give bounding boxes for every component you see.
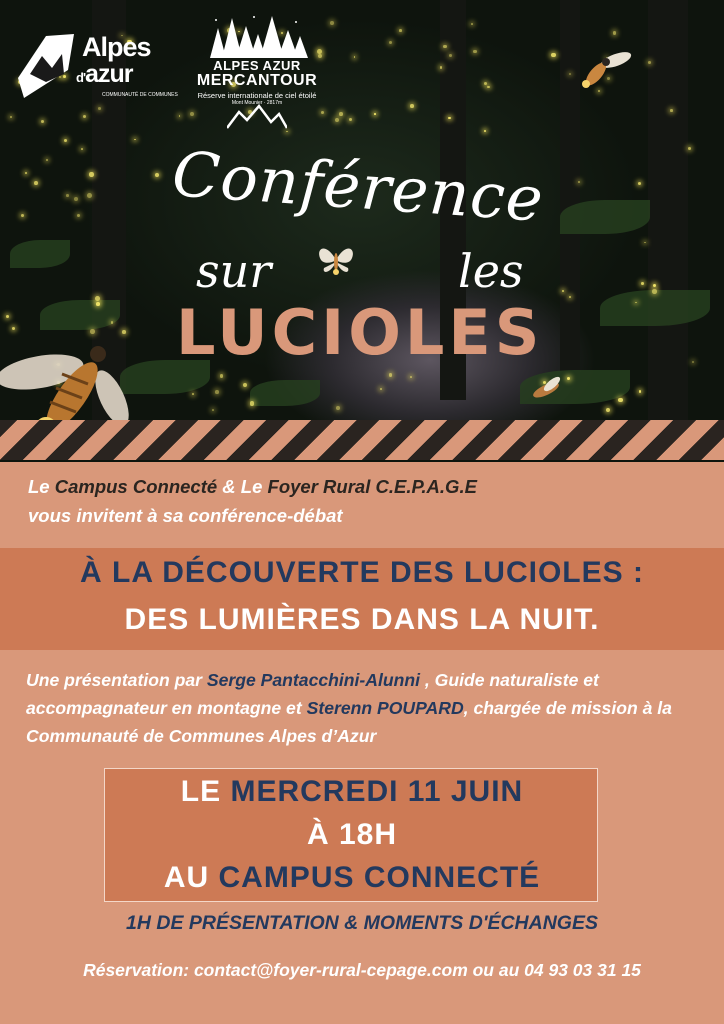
firefly-glow — [613, 31, 616, 34]
logo-tagline: COMMUNAUTÉ DE COMMUNES — [102, 92, 178, 98]
firefly-glow — [639, 390, 642, 393]
firefly-glow — [66, 194, 69, 197]
firefly-glow — [155, 173, 159, 177]
firefly-glow — [25, 172, 27, 174]
event-place: AU CAMPUS CONNECTÉ — [163, 861, 541, 894]
forest-photo — [0, 0, 724, 462]
firefly-glow — [64, 139, 67, 142]
firefly-glow — [336, 406, 340, 410]
headline-sur: sur — [196, 244, 272, 298]
speaker-1: Serge Pantacchini-Alunni — [206, 670, 420, 690]
logo-line2: d'azur — [76, 60, 133, 88]
alpes-azur-logo — [16, 30, 186, 100]
firefly-glow — [389, 373, 392, 376]
mountain-logo-icon — [16, 30, 76, 98]
firefly-glow — [410, 376, 412, 378]
firefly-glow — [77, 214, 80, 217]
firefly-glow — [335, 118, 339, 122]
firefly-glow — [670, 109, 673, 112]
firefly-glow — [89, 172, 93, 176]
presentation-text: Une présentation par Serge Pantacchini-Alunni , Guide naturaliste et accompagnateur en montagne et Sterenn POUPARD, chargée de mission à la Communauté de Communes Alpes d’Azur — [26, 670, 672, 746]
event-title-line2: DES LUMIÈRES DANS LA NUIT. — [124, 603, 600, 636]
logo-line2: MERCANTOUR — [196, 72, 318, 89]
firefly-glow — [484, 82, 487, 85]
firefly-glow — [10, 116, 12, 118]
firefly-glow — [389, 41, 392, 44]
firefly-glow — [74, 197, 78, 201]
firefly-glow — [349, 118, 352, 121]
firefly-glow — [449, 54, 452, 57]
firefly-glow — [179, 115, 181, 117]
firefly-glow — [618, 398, 623, 403]
firefly-glow — [652, 289, 657, 294]
firefly-glow — [6, 315, 9, 318]
pine-trees-icon — [202, 14, 312, 58]
event-date: LE MERCREDI 11 JUIN — [180, 775, 524, 808]
headline-les: les — [458, 244, 524, 298]
firefly-glow — [41, 120, 44, 123]
event-details-box — [104, 768, 598, 902]
firefly-glow — [96, 302, 100, 306]
firefly-glow — [648, 61, 651, 64]
firefly-glow — [473, 50, 476, 53]
firefly-glow — [134, 139, 136, 141]
firefly-glow — [638, 182, 641, 185]
firefly-glow — [46, 159, 48, 161]
org-campus: Campus Connecté — [54, 476, 218, 497]
firefly-glow — [250, 401, 254, 405]
invite-line2: vous invitent à sa conférence-débat — [28, 505, 343, 526]
firefly-glow — [34, 181, 38, 185]
event-time: À 18H — [306, 818, 398, 851]
firefly-glow — [551, 53, 556, 58]
logo-line1: ALPES AZUR — [213, 58, 301, 73]
mountain-ridge-icon — [227, 104, 287, 130]
firefly-glow — [192, 393, 194, 395]
firefly-glow — [212, 409, 214, 411]
firefly-glow — [471, 23, 473, 25]
firefly-glow — [635, 302, 637, 304]
speaker-2: Sterenn POUPARD — [306, 698, 464, 718]
firefly-glow — [641, 282, 644, 285]
firefly-glow — [354, 56, 356, 58]
firefly-glow — [380, 388, 382, 390]
hazard-stripes — [0, 420, 724, 460]
firefly-glow — [692, 361, 694, 363]
firefly-glow — [83, 115, 86, 118]
firefly-glow — [448, 117, 450, 119]
firefly-glow — [374, 113, 376, 115]
firefly-glow — [339, 112, 343, 116]
invite-text: Le Campus Connecté & Le Foyer Rural C.E.P.A.G.E vous invitent à sa conférence-débat — [28, 476, 477, 526]
mercantour-logo — [192, 14, 322, 124]
butterfly-icon — [314, 242, 358, 278]
firefly-glow — [330, 21, 334, 25]
firefly-glow — [399, 29, 402, 32]
firefly-glow — [87, 193, 92, 198]
firefly-glow — [688, 147, 691, 150]
firefly-glow — [578, 181, 580, 183]
firefly-glow — [215, 390, 219, 394]
firefly-glow — [220, 374, 224, 378]
firefly-glow — [81, 148, 83, 150]
firefly-icon — [526, 376, 566, 404]
firefly-glow — [487, 86, 489, 88]
firefly-glow — [484, 130, 486, 132]
reservation-contact[interactable]: Réservation: contact@foyer-rural-cepage.com ou au 04 93 03 31 15 — [83, 960, 641, 980]
headline-lucioles: LUCIOLES — [176, 296, 544, 369]
headline-conference: Conférence — [169, 137, 547, 236]
firefly-icon — [572, 40, 634, 92]
firefly-glow — [410, 104, 414, 108]
firefly-glow — [644, 242, 646, 244]
logo-line1: Alpes — [82, 32, 151, 62]
firefly-glow — [443, 45, 447, 49]
duration-note: 1H DE PRÉSENTATION & MOMENTS D'ÉCHANGES — [126, 912, 598, 934]
firefly-glow — [606, 408, 610, 412]
logo-line3: Réserve internationale de ciel étoilé — [197, 91, 317, 100]
firefly-glow — [243, 383, 247, 387]
org-foyer: Foyer Rural C.E.P.A.G.E — [267, 476, 477, 497]
firefly-glow — [21, 214, 24, 217]
event-title-line1: À LA DÉCOUVERTE DES LUCIOLES : — [80, 556, 644, 589]
firefly-glow — [286, 131, 288, 133]
logo-line4: Mont Mounier · 2817m — [231, 100, 283, 106]
